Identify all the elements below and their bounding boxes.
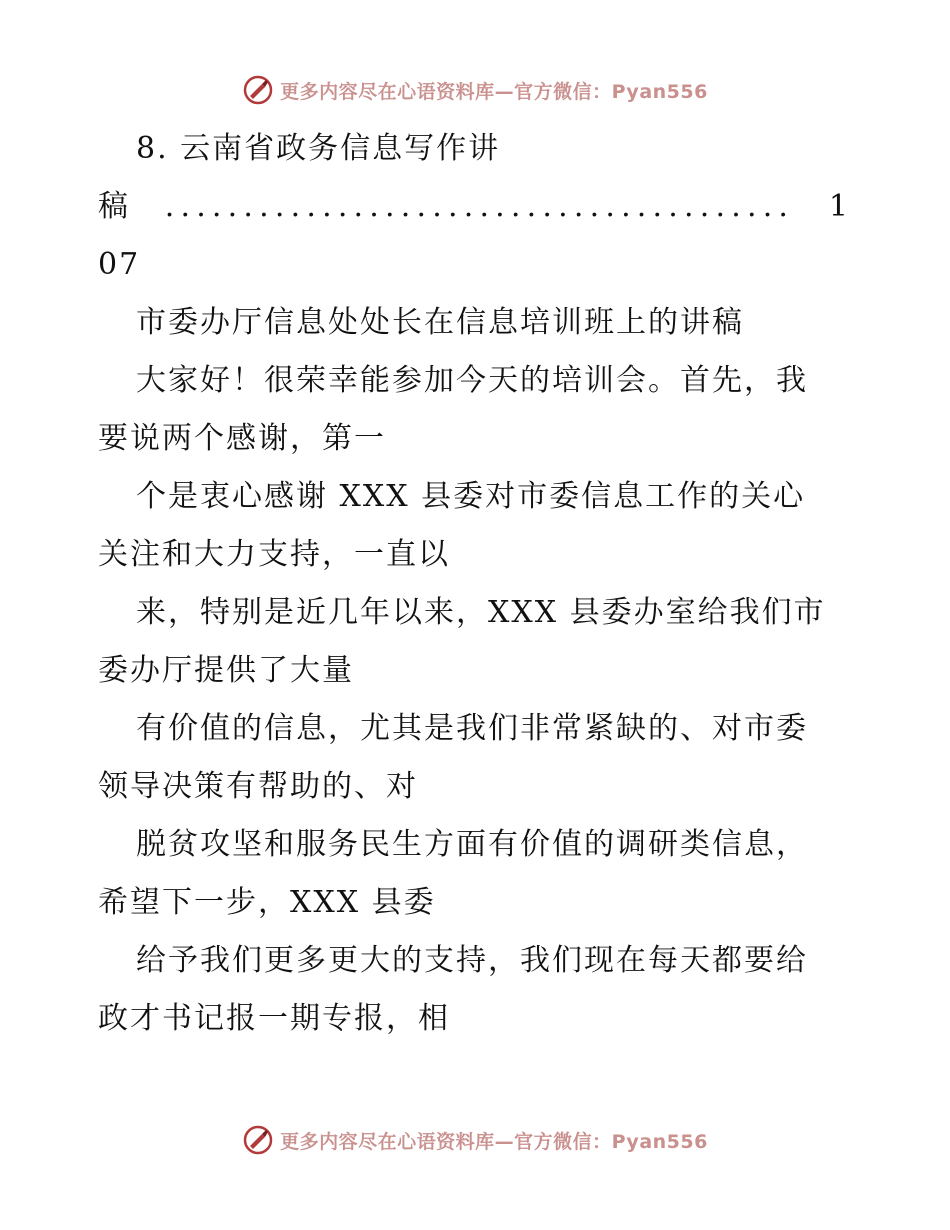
speech-line: 希望下一步，XXX 县委 — [98, 885, 436, 920]
document-body — [98, 120, 850, 1048]
speech-line: 个是衷心感谢 XXX 县委对市委信息工作的关心 — [136, 479, 806, 514]
pen-logo-icon — [242, 1124, 274, 1156]
speech-line: 给予我们更多更大的支持，我们现在每天都要给 — [136, 943, 808, 978]
speech-line: 要说两个感谢，第一 — [98, 421, 386, 456]
watermark-text: 更多内容尽在心语资料库—官方微信：Pyan556 — [280, 1130, 708, 1153]
speech-line: 有价值的信息，尤其是我们非常紧缺的、对市委 — [136, 711, 808, 746]
speech-line: 关注和大力支持，一直以 — [98, 537, 450, 572]
pen-logo-icon — [242, 74, 274, 106]
speech-line: 脱贫攻坚和服务民生方面有价值的调研类信息， — [136, 827, 808, 862]
speech-line: 来，特别是近几年以来，XXX 县委办室给我们市 — [136, 595, 826, 630]
speech-title: 市委办厅信息处处长在信息培训班上的讲稿 — [136, 305, 744, 340]
toc-page-number-start: 1 — [828, 189, 850, 224]
speech-line: 政才书记报一期专报，相 — [98, 1001, 450, 1036]
watermark-text: 更多内容尽在心语资料库—官方微信：Pyan556 — [280, 80, 708, 103]
toc-leader-dots: ........................................ — [164, 189, 795, 224]
toc-entry-word: 稿 — [98, 189, 130, 224]
speech-line: 领导决策有帮助的、对 — [98, 769, 418, 804]
speech-line: 大家好！很荣幸能参加今天的培训会。首先，我 — [136, 363, 808, 398]
toc-page-number-cont: 07 — [98, 247, 141, 282]
watermark-banner-top — [0, 72, 950, 108]
watermark-banner-bottom — [0, 1122, 950, 1158]
toc-entry-title: 8. 云南省政务信息写作讲 — [136, 131, 501, 166]
speech-line: 委办厅提供了大量 — [98, 653, 354, 688]
toc-entry-leader-row — [98, 178, 850, 236]
speech-paragraph — [98, 352, 850, 1048]
